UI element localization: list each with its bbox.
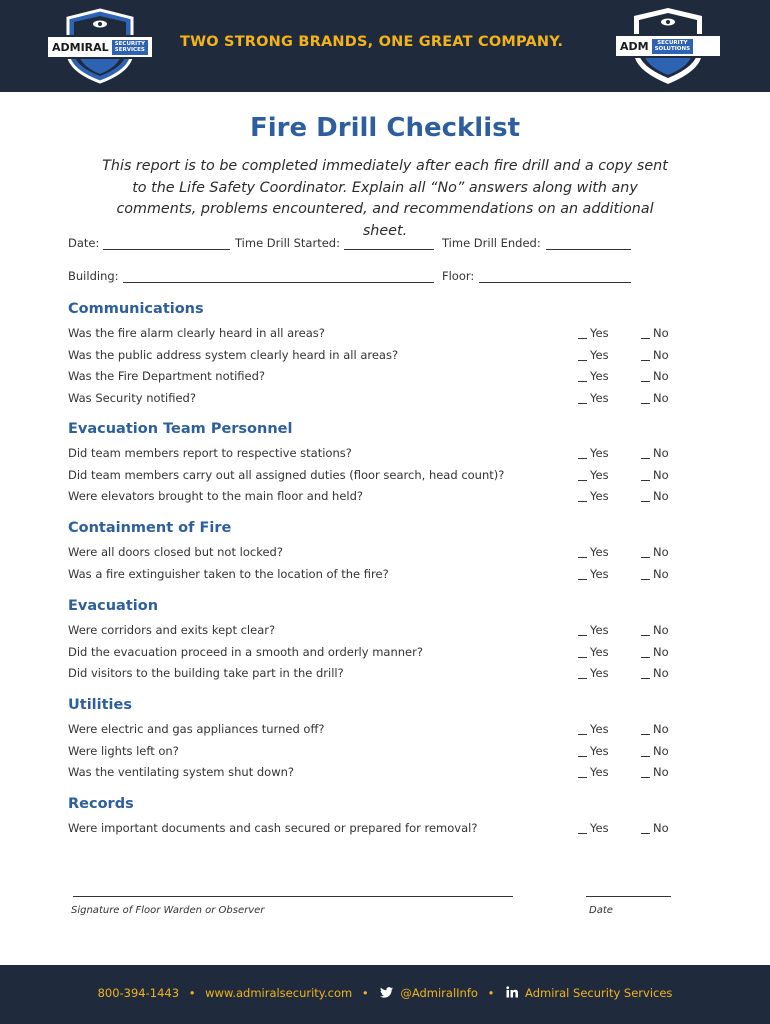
checklist-question: Was the ventilating system shut down? bbox=[68, 765, 295, 779]
answer-blank[interactable] bbox=[578, 480, 587, 481]
checklist-question: Were all doors closed but not locked? bbox=[68, 545, 283, 559]
no-checkbox[interactable] bbox=[641, 821, 669, 835]
page-title: Fire Drill Checklist bbox=[249, 113, 521, 143]
answer-blank[interactable] bbox=[578, 381, 587, 382]
footer-bullet: • bbox=[361, 986, 369, 1000]
answer-label: No bbox=[653, 666, 669, 680]
checklist-question: Were lights left on? bbox=[68, 743, 179, 758]
no-checkbox[interactable] bbox=[641, 446, 669, 460]
floor-field[interactable] bbox=[479, 282, 631, 283]
answer-label: No bbox=[653, 390, 669, 405]
answer-label: No bbox=[653, 347, 669, 362]
answer-label: Yes bbox=[590, 623, 609, 637]
time-ended-field[interactable] bbox=[546, 249, 631, 250]
footer-website-link[interactable]: www.admiralsecurity.com bbox=[205, 986, 353, 1000]
no-checkbox[interactable] bbox=[641, 623, 669, 637]
yes-checkbox[interactable] bbox=[578, 623, 609, 637]
answer-blank[interactable] bbox=[578, 756, 587, 757]
answer-label: No bbox=[653, 326, 669, 340]
logo-brand-text: ADMIRAL bbox=[52, 40, 109, 54]
yes-checkbox[interactable] bbox=[578, 468, 609, 482]
section-heading: Communications bbox=[68, 301, 204, 317]
no-checkbox[interactable] bbox=[641, 645, 669, 659]
answer-blank[interactable] bbox=[641, 657, 650, 658]
checklist-question: Did visitors to the building take part in the drill? bbox=[68, 666, 344, 680]
no-checkbox[interactable] bbox=[641, 722, 669, 736]
yes-checkbox[interactable] bbox=[578, 369, 609, 383]
yes-checkbox[interactable] bbox=[578, 765, 609, 779]
linkedin-icon bbox=[506, 986, 522, 1000]
checklist-question: Did the evacuation proceed in a smooth and orderly manner? bbox=[68, 644, 423, 659]
answer-blank[interactable] bbox=[641, 403, 650, 404]
section-heading: Records bbox=[68, 796, 134, 812]
footer-linkedin-link[interactable]: Admiral Security Services bbox=[525, 986, 673, 1000]
answer-blank[interactable] bbox=[578, 557, 587, 558]
checklist-question: Was a fire extinguisher taken to the location of the fire? bbox=[68, 566, 389, 581]
no-checkbox[interactable] bbox=[641, 744, 669, 758]
checklist-question: Was the fire alarm clearly heard in all areas? bbox=[68, 326, 325, 340]
footer-twitter-link[interactable]: @AdmiralInfo bbox=[400, 986, 478, 1000]
checklist-question: Were elevators brought to the main floor and held? bbox=[68, 489, 364, 503]
checklist-question: Were corridors and exits kept clear? bbox=[68, 623, 276, 637]
yes-checkbox[interactable] bbox=[578, 567, 609, 581]
answer-blank[interactable] bbox=[578, 403, 587, 404]
answer-label: Yes bbox=[590, 489, 609, 503]
answer-blank[interactable] bbox=[578, 360, 587, 361]
time-started-label: Time Drill Started: bbox=[235, 236, 340, 250]
answer-label: Yes bbox=[590, 743, 609, 758]
answer-blank[interactable] bbox=[578, 338, 587, 339]
checklist-question: Did team members carry out all assigned duties (floor search, head count)? bbox=[68, 467, 505, 482]
no-checkbox[interactable] bbox=[641, 391, 669, 405]
answer-blank[interactable] bbox=[578, 833, 587, 834]
answer-blank[interactable] bbox=[641, 833, 650, 834]
no-checkbox[interactable] bbox=[641, 369, 669, 383]
yes-checkbox[interactable] bbox=[578, 348, 609, 362]
date-field[interactable] bbox=[103, 249, 230, 250]
answer-blank[interactable] bbox=[578, 501, 587, 502]
header-slogan: TWO STRONG BRANDS, ONE GREAT COMPANY. bbox=[180, 34, 564, 50]
no-checkbox[interactable] bbox=[641, 567, 669, 581]
answer-blank[interactable] bbox=[641, 501, 650, 502]
signature-field[interactable] bbox=[73, 896, 513, 897]
answer-blank[interactable] bbox=[578, 657, 587, 658]
answer-label: Yes bbox=[590, 369, 609, 383]
footer-bar bbox=[0, 965, 770, 1024]
yes-checkbox[interactable] bbox=[578, 545, 609, 559]
logo-sub-text: SECURITY SERVICES bbox=[112, 40, 148, 55]
answer-label: Yes bbox=[590, 722, 609, 736]
date-label: Date: bbox=[68, 236, 100, 250]
no-checkbox[interactable] bbox=[641, 326, 669, 340]
yes-checkbox[interactable] bbox=[578, 744, 609, 758]
answer-label: No bbox=[653, 821, 669, 835]
checklist-question: Was the Fire Department notified? bbox=[68, 369, 266, 383]
answer-blank[interactable] bbox=[578, 678, 587, 679]
adm-security-solutions-logo bbox=[612, 6, 724, 86]
answer-label: No bbox=[653, 467, 669, 482]
logo-wordmark bbox=[46, 35, 154, 59]
answer-label: No bbox=[653, 765, 669, 779]
twitter-icon bbox=[380, 986, 397, 1000]
answer-label: No bbox=[653, 489, 669, 503]
admiral-security-services-logo bbox=[46, 8, 154, 84]
answer-label: No bbox=[653, 566, 669, 581]
answer-blank[interactable] bbox=[578, 458, 587, 459]
no-checkbox[interactable] bbox=[641, 765, 669, 779]
answer-label: Yes bbox=[590, 467, 609, 482]
answer-blank[interactable] bbox=[641, 734, 650, 735]
answer-blank[interactable] bbox=[578, 777, 587, 778]
answer-blank[interactable] bbox=[641, 678, 650, 679]
answer-blank[interactable] bbox=[641, 557, 650, 558]
answer-label: No bbox=[653, 369, 669, 383]
answer-label: Yes bbox=[590, 821, 609, 835]
footer-bullet: • bbox=[188, 986, 196, 1000]
header-banner bbox=[0, 0, 770, 92]
answer-blank[interactable] bbox=[641, 458, 650, 459]
building-label: Building: bbox=[68, 269, 119, 283]
signature-date-label: Date bbox=[589, 905, 613, 916]
answer-label: Yes bbox=[590, 765, 609, 779]
footer-contact bbox=[0, 986, 770, 1000]
building-field[interactable] bbox=[123, 282, 434, 283]
footer-phone[interactable]: 800-394-1443 bbox=[97, 986, 180, 1000]
signature-date-field[interactable] bbox=[586, 896, 671, 897]
yes-checkbox[interactable] bbox=[578, 821, 609, 835]
logo-sub-text: SECURITY SOLUTIONS bbox=[652, 39, 693, 54]
footer-bullet: • bbox=[487, 986, 495, 1000]
no-checkbox[interactable] bbox=[641, 468, 669, 482]
answer-blank[interactable] bbox=[641, 579, 650, 580]
answer-blank[interactable] bbox=[641, 338, 650, 339]
section-heading: Utilities bbox=[68, 697, 132, 713]
answer-blank[interactable] bbox=[641, 360, 650, 361]
no-checkbox[interactable] bbox=[641, 545, 669, 559]
answer-label: Yes bbox=[590, 644, 609, 659]
intro-instructions: This report is to be completed immediately after each fire drill and a copy sent to the Life Safety Coordinator. Explain all “No” answers along with any comments, problems encountered, and recommendations on an additional sheet. bbox=[102, 158, 668, 239]
checklist-question: Were electric and gas appliances turned off? bbox=[68, 722, 325, 736]
section-heading: Evacuation Team Personnel bbox=[68, 421, 293, 437]
time-ended-label: Time Drill Ended: bbox=[442, 236, 541, 250]
logo-brand-text: ADM bbox=[620, 39, 649, 53]
no-checkbox[interactable] bbox=[641, 666, 669, 680]
yes-checkbox[interactable] bbox=[578, 489, 609, 503]
section-heading: Containment of Fire bbox=[68, 520, 232, 536]
answer-label: Yes bbox=[590, 666, 609, 680]
yes-checkbox[interactable] bbox=[578, 446, 609, 460]
yes-checkbox[interactable] bbox=[578, 326, 609, 340]
floor-label: Floor: bbox=[442, 269, 475, 283]
answer-label: No bbox=[653, 743, 669, 758]
yes-checkbox[interactable] bbox=[578, 722, 609, 736]
answer-label: Yes bbox=[590, 566, 609, 581]
answer-label: No bbox=[653, 446, 669, 460]
checklist-question: Were important documents and cash secured or prepared for removal? bbox=[68, 821, 478, 835]
section-heading: Evacuation bbox=[68, 598, 159, 614]
checklist-question: Did team members report to respective stations? bbox=[68, 446, 352, 460]
answer-blank[interactable] bbox=[641, 777, 650, 778]
yes-checkbox[interactable] bbox=[578, 391, 609, 405]
answer-blank[interactable] bbox=[641, 381, 650, 382]
no-checkbox[interactable] bbox=[641, 489, 669, 503]
checklist-question: Was the public address system clearly heard in all areas? bbox=[68, 347, 399, 362]
answer-blank[interactable] bbox=[641, 480, 650, 481]
logo-wordmark bbox=[614, 34, 722, 58]
answer-label: No bbox=[653, 623, 669, 637]
answer-label: Yes bbox=[590, 545, 609, 559]
answer-label: Yes bbox=[590, 390, 609, 405]
answer-blank[interactable] bbox=[641, 756, 650, 757]
answer-label: Yes bbox=[590, 347, 609, 362]
yes-checkbox[interactable] bbox=[578, 645, 609, 659]
answer-blank[interactable] bbox=[641, 635, 650, 636]
checklist-question: Was Security notified? bbox=[68, 390, 196, 405]
yes-checkbox[interactable] bbox=[578, 666, 609, 680]
answer-label: No bbox=[653, 644, 669, 659]
no-checkbox[interactable] bbox=[641, 348, 669, 362]
answer-label: Yes bbox=[590, 326, 609, 340]
signature-label: Signature of Floor Warden or Observer bbox=[71, 905, 265, 916]
answer-label: Yes bbox=[590, 446, 609, 460]
answer-label: No bbox=[653, 545, 669, 559]
answer-blank[interactable] bbox=[578, 734, 587, 735]
answer-blank[interactable] bbox=[578, 635, 587, 636]
time-started-field[interactable] bbox=[344, 249, 434, 250]
answer-blank[interactable] bbox=[578, 579, 587, 580]
answer-label: No bbox=[653, 722, 669, 736]
